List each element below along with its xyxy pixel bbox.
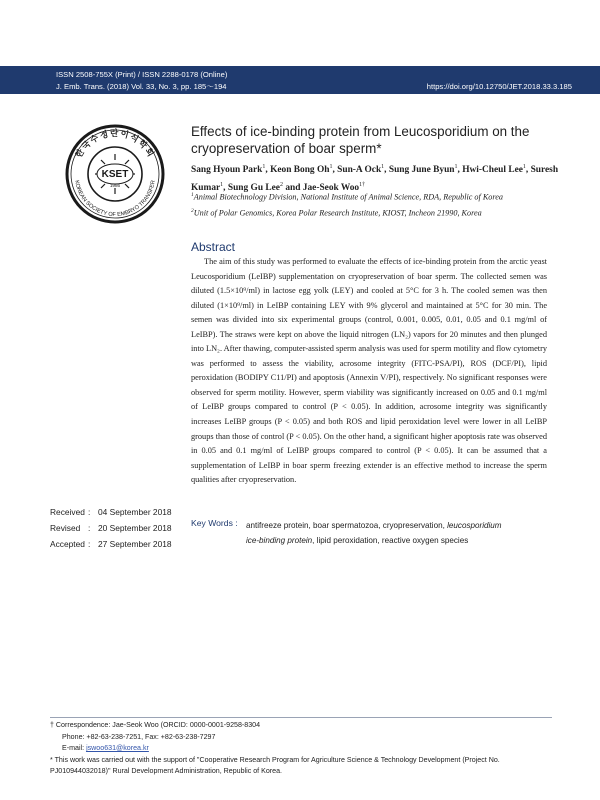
kset-logo xyxy=(65,124,165,224)
author-affiliation-mark: 1 xyxy=(522,164,526,170)
author-and: and xyxy=(285,183,301,194)
author-affiliation-mark: 2 xyxy=(279,182,283,189)
doi-link[interactable]: https://doi.org/10.12750/JET.2018.33.3.185 xyxy=(426,82,572,91)
keywords-line-2: , lipid peroxidation, reactive oxygen species xyxy=(312,536,469,545)
funding-note: * This work was carried out with the support of "Cooperative Research Program for Agriculture Science & Technology Development (Project No. PJ010944032018)" Rural Development Administration, Republic of Korea. xyxy=(50,755,500,775)
footnotes xyxy=(50,720,555,778)
affiliation-mark: 1 xyxy=(191,192,194,198)
date-value: 20 September 2018 xyxy=(98,523,172,533)
author-name: Sun-A Ock xyxy=(337,165,382,176)
author-affiliation-mark: 1 xyxy=(220,182,224,189)
date-label: Received xyxy=(50,507,85,517)
author-name: Sung Gu Lee xyxy=(227,183,280,194)
abstract-heading: Abstract xyxy=(191,240,236,254)
article-dates xyxy=(50,504,190,552)
journal-citation: J. Emb. Trans. (2018) Vol. 33, No. 3, pp. 185～194 xyxy=(56,82,227,91)
author-name: Sang Hyoun Park xyxy=(191,165,263,176)
paper-title: Effects of ice-binding protein from Leucosporidium on the cryopreservation of boar sperm* xyxy=(191,124,530,156)
journal-issn: ISSN 2508-755X (Print) / ISSN 2288-0178 (Online) xyxy=(56,70,228,79)
affiliation-1 xyxy=(191,190,571,203)
author-affiliation-mark: 1† xyxy=(359,182,366,189)
author-affiliation-mark: 1 xyxy=(329,164,333,170)
date-value: 04 September 2018 xyxy=(98,507,172,517)
author-affiliation-mark: 1 xyxy=(262,164,266,170)
date-revised: Revised : 20 September 2018 xyxy=(50,520,190,536)
keyword-italic: leucosporidium xyxy=(447,521,502,530)
logo-year: 1986 xyxy=(109,183,121,188)
keywords-label: Key Words : xyxy=(191,518,238,528)
author-affiliation-mark: 1 xyxy=(454,164,458,170)
email-link[interactable]: jswoo631@korea.kr xyxy=(86,744,149,752)
date-received: Received : 04 September 2018 xyxy=(50,504,190,520)
author-name: Keon Bong Oh xyxy=(270,165,330,176)
date-value: 27 September 2018 xyxy=(98,539,172,549)
keyword-italic: ice-binding protein xyxy=(246,536,313,545)
author-affiliation-mark: 1 xyxy=(381,164,385,170)
author-name: Suresh Kumar xyxy=(191,165,559,194)
logo-ring-text-bottom: KOREAN SOCIETY OF EMBRYO TRANSFER xyxy=(73,179,157,219)
author-name: Sung June Byun xyxy=(388,165,455,176)
author-name: Jae-Seok Woo xyxy=(302,183,360,194)
logo-center-text: KSET xyxy=(101,169,129,180)
affiliation-text: Animal Biotechnology Division, National Institute of Animal Science, RDA, Republic of Korea xyxy=(193,192,504,202)
email-label: E-mail: xyxy=(62,744,85,752)
keywords-line-1: antifreeze protein, boar spermatozoa, cryopreservation, xyxy=(246,521,445,530)
email-line xyxy=(50,743,555,755)
keywords-list xyxy=(246,518,556,548)
date-label: Revised xyxy=(50,523,81,533)
abstract-body: The aim of this study was performed to evaluate the effects of ice-binding protein from the arctic yeast Leucosporidium (LeIBP) supplementation on cryopreservation of boar sperm. The collected semen was diluted (1.5×10⁹/ml) in lactose egg yolk (LEY) and cooled at 5°C for 3 h. The cooled semen was then diluted (1×10⁹/ml) in LeIBP containing LEY with 9% glycerol and maintained at 5°C for 30 min. The semen was divided into six experimental groups (control, 0.001, 0.005, 0.01, 0.05 and 0.1 mg/ml of LeIBP). The straws were kept on above the liquid nitrogen (LN₂) vapors for 20 minutes and then plunged into LN₂. After thawing, computer-assisted sperm analysis was used for sperm motility and flow cytometry was performed to assess the viability, acrosome integrity (FITC-PSA/PI), ROS (DCF/PI), lipid peroxidation (BODIPY C11/PI) and apoptosis (Annexin V/PI), respectively. No significant responses were observed for sperm motility. However, sperm viability was significantly increased on 0.05 and 0.1 mg/ml of LeIBP groups compared to control (P < 0.05). In addition, acrosome integrity was significantly increases LeIBP groups (P < 0.05) and both ROS and lipid peroxidation level were lower in all LeIBP groups than those of control (P < 0.05). On the other hand, a significant higher apoptosis rate was observed in 0.05 and 0.1 mg/ml of LeIBP groups compared to control (P < 0.05). It can be assumed that a supplementation of LeIBP in boar sperm freezing extender is an effective method to increase the sperm qualities after cryopreservation. xyxy=(191,257,547,485)
affiliation-2 xyxy=(191,206,571,219)
affiliation-text: Unit of Polar Genomics, Korea Polar Research Institute, KIOST, Incheon 21990, Korea xyxy=(193,208,482,218)
footnote-divider xyxy=(50,717,552,718)
date-accepted: Accepted : 27 September 2018 xyxy=(50,536,190,552)
logo-ring-text-top: 한국수정란이식학회 xyxy=(74,129,156,160)
journal-header-bar xyxy=(0,66,600,94)
author-list: Sang Hyoun Park$^1$, Keon Bong Oh$^1$, Sun-A Ock$^1$, Sung June Byun$^1$, Hwi-Cheul Lee$^1$, Suresh Kumar$^1$, Sung Gu Lee$^2$ and Jae-Seok Woo$^{1\dagger}$ xyxy=(191,164,559,194)
date-label: Accepted xyxy=(50,539,85,549)
phone-line: Phone: +82-63-238-7251, Fax: +82-63-238-7297 xyxy=(62,732,216,741)
affiliation-mark: 2 xyxy=(191,208,194,214)
author-name: Hwi-Cheul Lee xyxy=(462,165,523,176)
correspondence-line: † Correspondence: Jae-Seok Woo (ORCID: 0000-0001-9258-8304 xyxy=(50,721,261,729)
